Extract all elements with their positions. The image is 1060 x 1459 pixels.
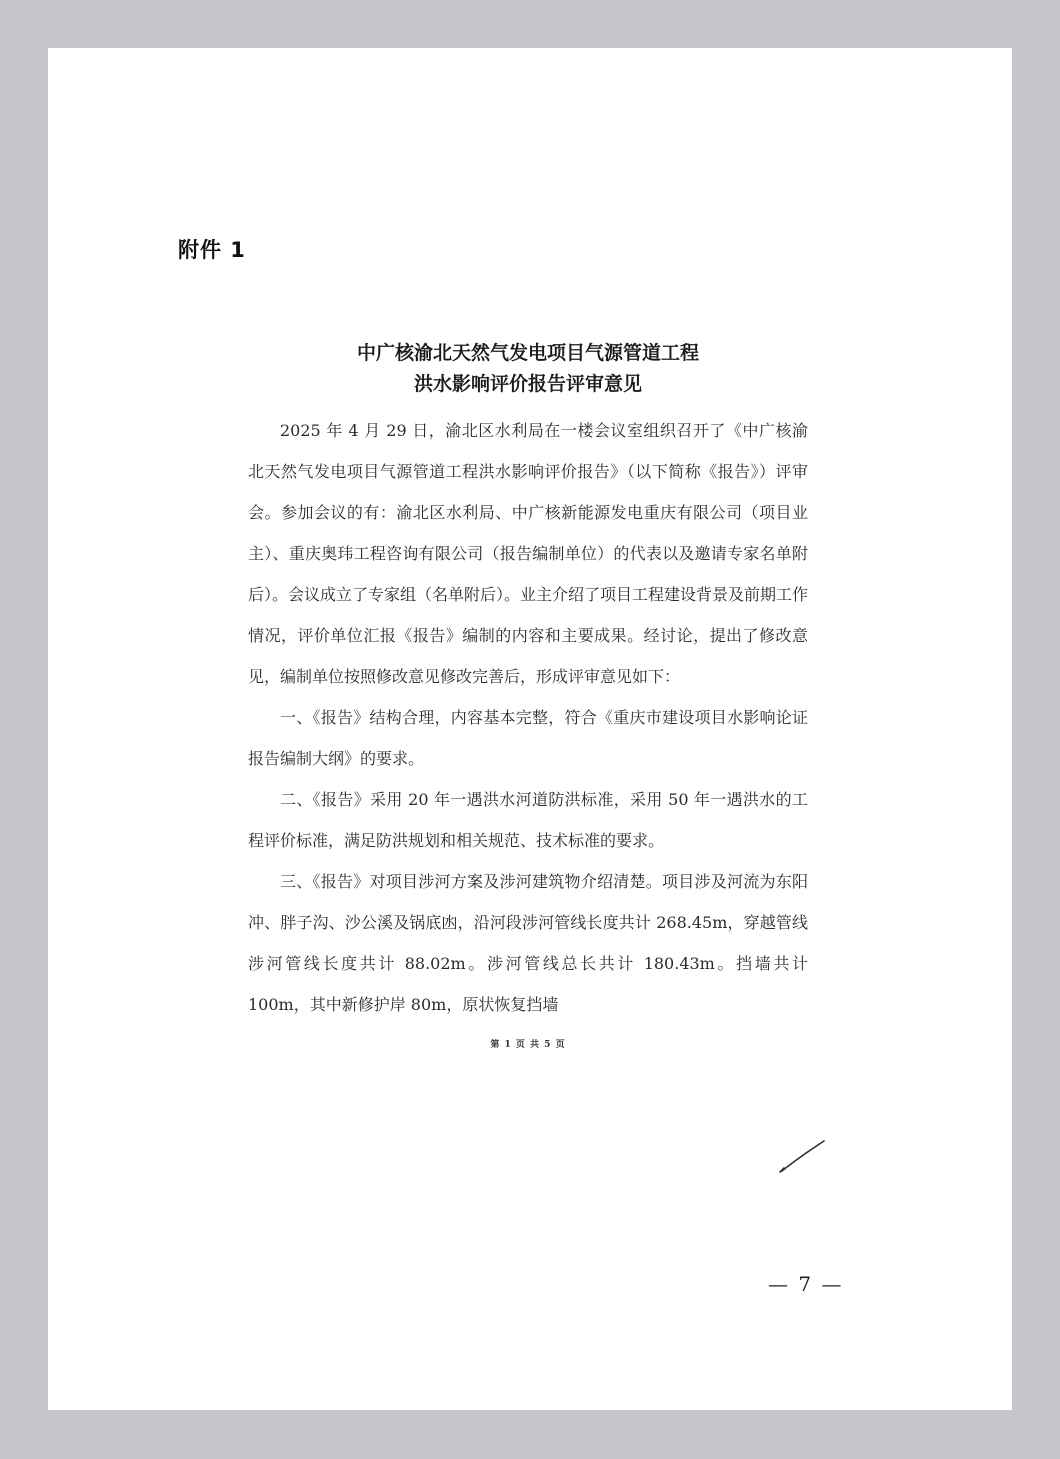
- document-body: [248, 410, 808, 1025]
- document-title-line-1: 中广核渝北天然气发电项目气源管道工程: [356, 342, 699, 364]
- body-paragraph: 2025 年 4 月 29 日，渝北区水利局在一楼会议室组织召开了《中广核渝北天然气发电项目气源管道工程洪水影响评价报告》（以下简称《报告》）评审会。参加会议的有：渝北区水利局、中广核新能源发电重庆有限公司（项目业主）、重庆奥玮工程咨询有限公司（报告编制单位）的代表以及邀请专家名单附后）。会议成立了专家组（名单附后）。业主介绍了项目工程建设背景及前期工作情况，评价单位汇报《报告》编制的内容和主要成果。经讨论，提出了修改意见，编制单位按照修改意见修改完善后，形成评审意见如下：: [248, 421, 809, 686]
- body-paragraph: 一、《报告》结构合理，内容基本完整，符合《重庆市建设项目水影响论证报告编制大纲》的要求。: [248, 708, 808, 768]
- scanned-document: [248, 338, 808, 1050]
- page-number: — 7 —: [768, 1272, 844, 1296]
- attachment-label: 附件 1: [178, 238, 246, 262]
- document-page: [48, 48, 1012, 1410]
- body-paragraph: 三、《报告》对项目涉河方案及涉河建筑物介绍清楚。项目涉及河流为东阳冲、胖子沟、沙公溪及锅底凼，沿河段涉河管线长度共计 268.45m，穿越管线涉河管线长度共计 88.02m。涉河管线总长共计 180.43m。挡墙共计 100m，其中新修护岸 80m，原状恢复挡墙: [248, 872, 808, 1014]
- document-title-line-2: 洪水影响评价报告评审意见: [413, 373, 642, 395]
- body-paragraph: 二、《报告》采用 20 年一遇洪水河道防洪标准，采用 50 年一遇洪水的工程评价标准，满足防洪规划和相关规范、技术标准的要求。: [248, 790, 808, 850]
- scan-page-footer: 第 1 页 共 5 页: [490, 1040, 566, 1050]
- signature-mark: [778, 1138, 828, 1176]
